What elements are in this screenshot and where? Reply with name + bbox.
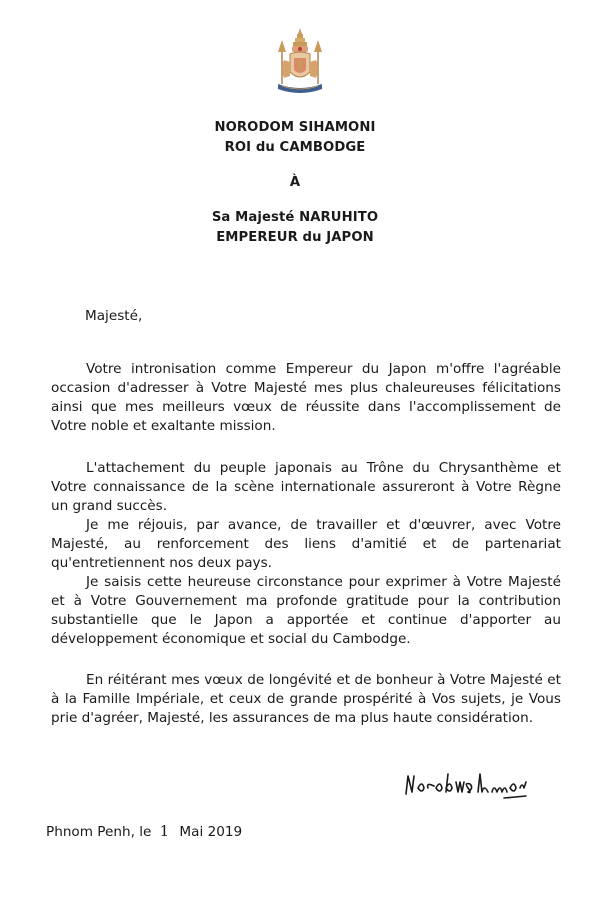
letter-paragraph: Je saisis cette heureuse circonstance pour exprimer à Votre Majesté et à Votre Gouvernement ma profonde gratitude pour la contribution substantielle que le Japon a apportée et continue d'apporter au développement économique et social du Cambodge. bbox=[51, 574, 561, 647]
letter-paragraph: Je me réjouis, par avance, de travailler et d'œuvrer, avec Votre Majesté, au renforcement des liens d'amitié et de partenariat qu'entretiennent nos deux pays. bbox=[51, 517, 561, 571]
dateline-day: 1 bbox=[159, 822, 170, 840]
dateline-month-year: Mai 2019 bbox=[179, 824, 243, 840]
sender-name: NORODOM SIHAMONI bbox=[214, 120, 376, 135]
recipient-name: Sa Majesté NARUHITO bbox=[211, 210, 379, 225]
letter-paragraph: En réitérant mes vœux de longévité et de bonheur à Votre Majesté et à la Famille Impériale, et ceux de grande prospérité à Vos sujets, je Vous prie d'agréer, Majesté, les assurances de ma plus haute considération. bbox=[51, 672, 561, 726]
handwritten-signature bbox=[400, 768, 530, 802]
letter-paragraph: L'attachement du peuple japonais au Trône du Chrysanthème et Votre connaissance de la scène internationale assureront à Votre Règne un grand succès. bbox=[51, 460, 561, 514]
letter-paragraph: Votre intronisation comme Empereur du Japon m'offre l'agréable occasion d'adresser à Votre Majesté mes plus chaleureuses félicitations ainsi que mes meilleurs vœux de réussite dans l'accomplissement de Votre noble et exaltante mission. bbox=[51, 361, 561, 434]
salutation: Majesté, bbox=[85, 308, 143, 324]
dateline-place: Phnom Penh, le bbox=[46, 824, 152, 840]
royal-crest-emblem bbox=[268, 26, 332, 98]
addressee-marker: À bbox=[289, 175, 301, 190]
recipient-title: EMPEREUR du JAPON bbox=[216, 230, 374, 245]
sender-title: ROI du CAMBODGE bbox=[224, 140, 366, 155]
dateline bbox=[46, 822, 242, 840]
